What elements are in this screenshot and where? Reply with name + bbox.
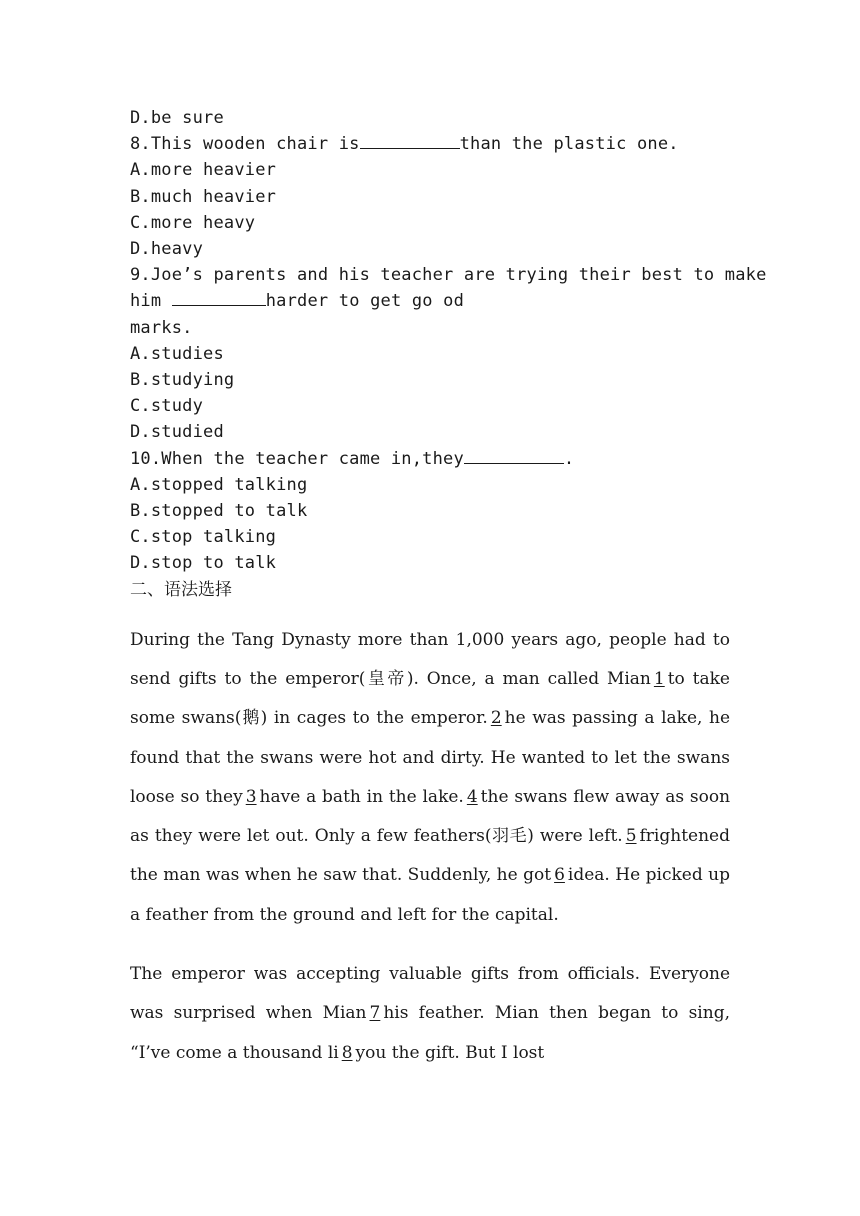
q8-option-c: C.more heavy — [130, 212, 256, 233]
q8-stem-before: 8.This wooden chair is — [130, 134, 360, 155]
q9-stem-after: harder to get go od — [265, 291, 465, 312]
passage-text: he was passing a lake, he found that the swans were hot and dirty. He wanted to let the swans loose so they — [130, 708, 730, 807]
q7-option-d: D.be sure — [130, 108, 224, 128]
q9-stem-line2 — [130, 288, 730, 314]
blank-number: 3 — [245, 786, 257, 807]
cloze-passage — [130, 621, 730, 1073]
q8-option-d: D.heavy — [130, 239, 204, 260]
q8-option-b: B.much heavier — [130, 186, 277, 207]
passage-paragraph-2 — [130, 955, 730, 1073]
q10-option-b: B.stopped to talk — [130, 501, 308, 522]
multiple-choice-block — [130, 105, 767, 577]
q9-option-a: A.studies — [130, 343, 224, 364]
q10-stem-after: . — [563, 448, 575, 469]
document-page — [130, 105, 767, 1093]
q10-stem — [130, 446, 730, 472]
q10-option-d: D.stop to talk — [130, 553, 277, 574]
q10-blank — [464, 446, 564, 464]
passage-text: frightened the man was when he saw that. Suddenly, he got — [130, 826, 730, 886]
blank-number: 8 — [341, 1042, 353, 1063]
passage-text: have a bath in the lake. — [259, 786, 464, 807]
q10-option-a: A.stopped talking — [130, 474, 308, 495]
blank-number: 2 — [490, 708, 502, 729]
q10-stem-before: 10.When the teacher came in,they — [130, 448, 464, 469]
blank-number: 4 — [466, 786, 478, 807]
q9-option-c: C.study — [130, 396, 204, 417]
passage-text: The emperor was accepting valuable gifts from officials. Everyone was surprised when Mian — [130, 964, 730, 1024]
q9-stem-line3: marks. — [130, 317, 193, 338]
passage-text: to take some swans(鹅) in cages to the emperor. — [130, 668, 730, 729]
passage-text: the swans flew away as soon as they were let out. Only a few feathers(羽毛) were left. — [130, 786, 731, 847]
blank-number: 5 — [625, 826, 637, 847]
blank-number: 1 — [653, 668, 665, 689]
q9-blank — [172, 288, 266, 306]
q8-stem-after: than the plastic one. — [459, 134, 679, 155]
q8-option-a: A.more heavier — [130, 160, 277, 181]
passage-text: idea. He picked up a feather from the ground and left for the capital. — [130, 865, 730, 925]
q10-option-c: C.stop talking — [130, 527, 277, 548]
passage-text: his feather. Mian then began to sing, “I’ve come a thousand li — [130, 1003, 730, 1063]
q8-blank — [360, 131, 460, 149]
q9-option-d: D.studied — [130, 422, 224, 443]
q9-stem-line1: 9.Joe’s parents and his teacher are trying their best to make — [130, 265, 767, 286]
passage-text: During the Tang Dynasty more than 1,000 years ago, people had to send gifts to the emperor(皇帝). Once, a man called Mian — [130, 629, 730, 689]
passage-paragraph-1 — [130, 621, 730, 935]
section-2-title: 二、语法选择 — [130, 579, 232, 600]
blank-number: 7 — [369, 1003, 381, 1024]
q9-stem-before: him — [130, 291, 172, 312]
passage-text: you the gift. But I lost — [355, 1042, 545, 1063]
q8-stem — [130, 131, 730, 157]
q9-option-b: B.studying — [130, 370, 235, 391]
blank-number: 6 — [554, 865, 565, 886]
